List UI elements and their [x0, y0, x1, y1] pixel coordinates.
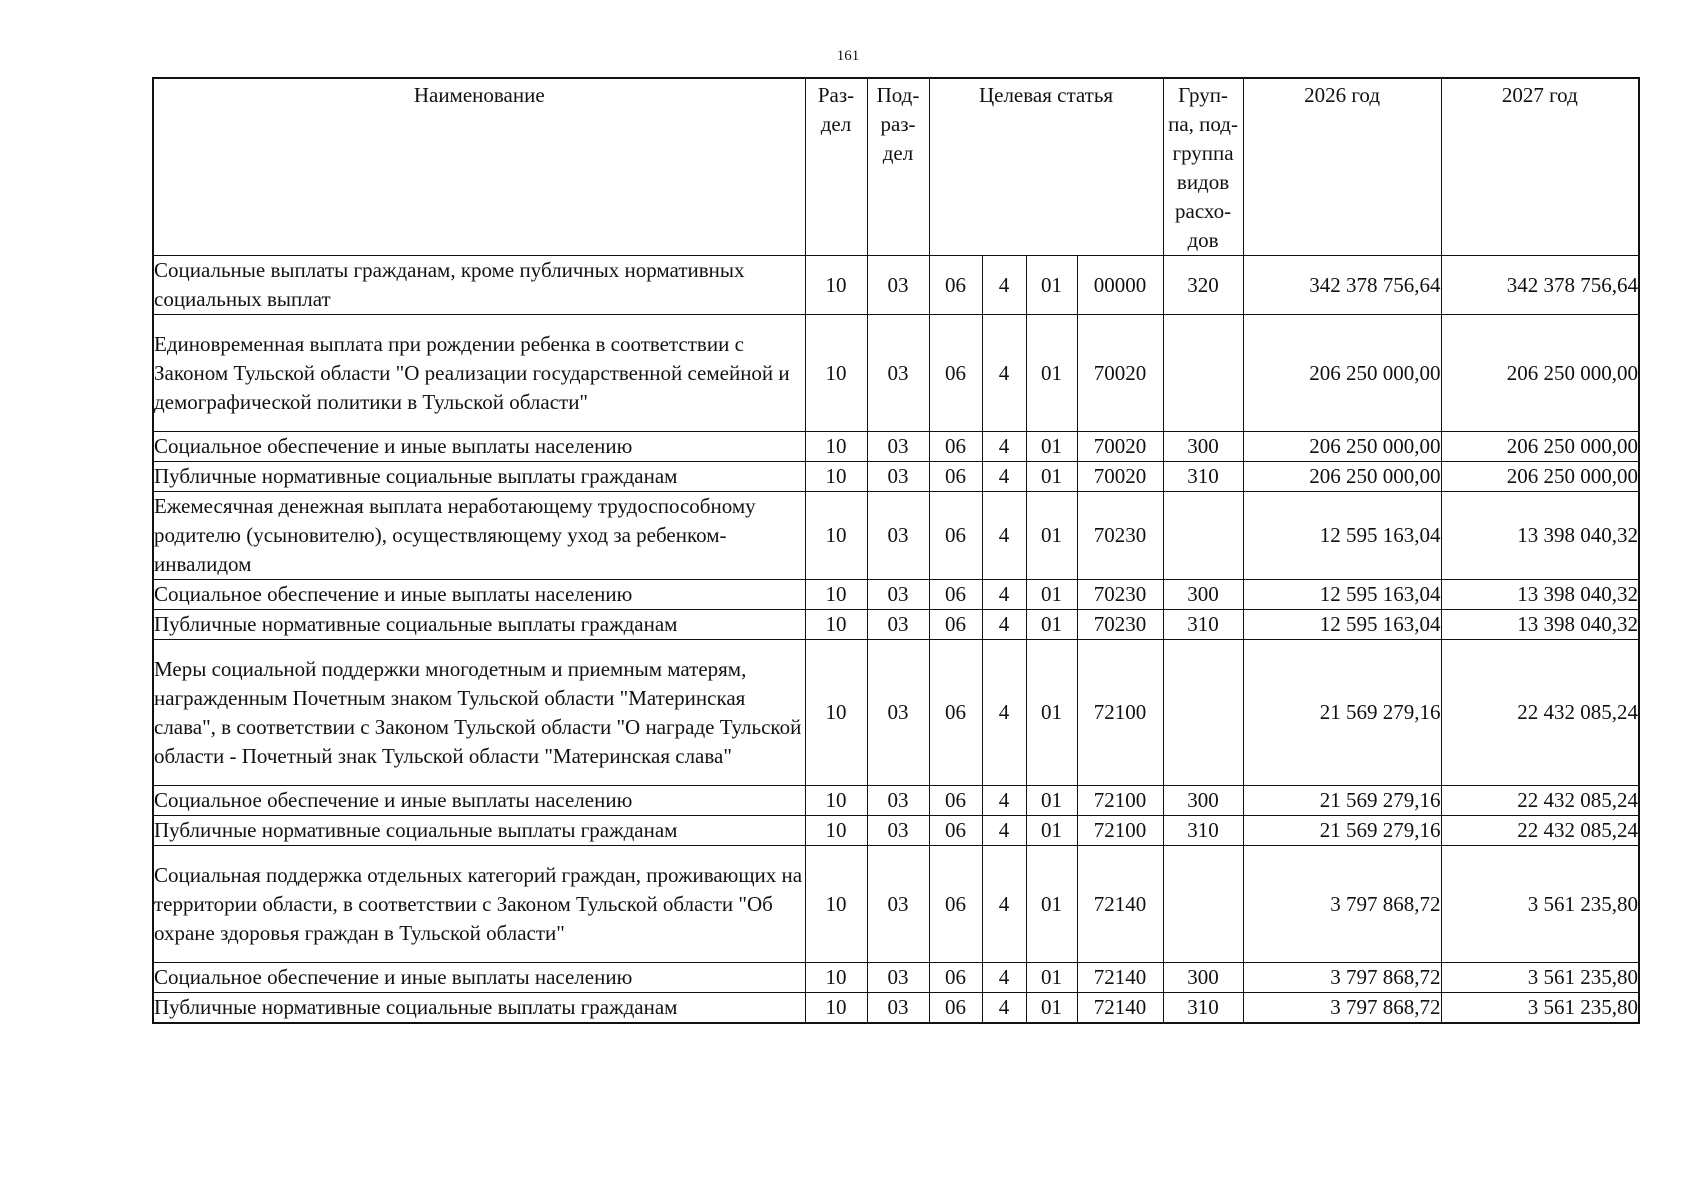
row-razdel: 10: [805, 846, 867, 963]
header-year-2027: 2027 год: [1441, 78, 1639, 256]
row-name: Социальные выплаты гражданам, кроме публичных нормативных социальных выплат: [153, 256, 805, 315]
row-podrazdel: 03: [867, 640, 929, 786]
row-amount-2027: 22 432 085,24: [1441, 816, 1639, 846]
table-row: [153, 846, 1639, 963]
row-razdel: 10: [805, 786, 867, 816]
row-expense-group: [1163, 492, 1243, 580]
row-expense-group: 300: [1163, 432, 1243, 462]
row-amount-2027: 13 398 040,32: [1441, 610, 1639, 640]
row-target-type: 4: [982, 786, 1026, 816]
row-target-direction: 00000: [1077, 256, 1163, 315]
row-expense-group: 320: [1163, 256, 1243, 315]
row-name: Публичные нормативные социальные выплаты гражданам: [153, 816, 805, 846]
row-amount-2027: 342 378 756,64: [1441, 256, 1639, 315]
row-expense-group: 310: [1163, 610, 1243, 640]
header-podrazdel: Под- раз- дел: [867, 78, 929, 256]
row-amount-2027: 22 432 085,24: [1441, 786, 1639, 816]
row-target-subprogram: 01: [1026, 315, 1077, 432]
row-target-subprogram: 01: [1026, 963, 1077, 993]
row-target-program: 06: [929, 462, 982, 492]
row-target-type: 4: [982, 462, 1026, 492]
row-target-program: 06: [929, 256, 982, 315]
row-name: Социальное обеспечение и иные выплаты населению: [153, 963, 805, 993]
row-razdel: 10: [805, 462, 867, 492]
budget-table: [152, 77, 1640, 1024]
row-name: Публичные нормативные социальные выплаты гражданам: [153, 993, 805, 1024]
row-target-type: 4: [982, 846, 1026, 963]
row-expense-group: 300: [1163, 963, 1243, 993]
row-amount-2026: 12 595 163,04: [1243, 580, 1441, 610]
row-target-direction: 72100: [1077, 816, 1163, 846]
row-target-subprogram: 01: [1026, 816, 1077, 846]
row-target-direction: 70020: [1077, 462, 1163, 492]
row-podrazdel: 03: [867, 816, 929, 846]
row-razdel: 10: [805, 580, 867, 610]
row-name: Социальное обеспечение и иные выплаты населению: [153, 432, 805, 462]
row-amount-2027: 206 250 000,00: [1441, 462, 1639, 492]
row-target-subprogram: 01: [1026, 786, 1077, 816]
table-row: [153, 462, 1639, 492]
row-razdel: 10: [805, 256, 867, 315]
header-name: Наименование: [153, 78, 805, 256]
row-razdel: 10: [805, 492, 867, 580]
table-row: [153, 963, 1639, 993]
row-target-direction: 70230: [1077, 610, 1163, 640]
row-amount-2026: 21 569 279,16: [1243, 640, 1441, 786]
row-amount-2026: 21 569 279,16: [1243, 786, 1441, 816]
row-razdel: 10: [805, 993, 867, 1024]
row-razdel: 10: [805, 963, 867, 993]
row-amount-2026: 3 797 868,72: [1243, 993, 1441, 1024]
row-amount-2027: 13 398 040,32: [1441, 580, 1639, 610]
row-target-type: 4: [982, 432, 1026, 462]
row-target-direction: 72140: [1077, 963, 1163, 993]
row-expense-group: 300: [1163, 580, 1243, 610]
row-amount-2026: 21 569 279,16: [1243, 816, 1441, 846]
table-row: [153, 580, 1639, 610]
row-target-type: 4: [982, 256, 1026, 315]
row-target-program: 06: [929, 432, 982, 462]
row-target-subprogram: 01: [1026, 640, 1077, 786]
row-expense-group: 300: [1163, 786, 1243, 816]
table-row: [153, 256, 1639, 315]
row-name: Публичные нормативные социальные выплаты гражданам: [153, 610, 805, 640]
row-podrazdel: 03: [867, 315, 929, 432]
row-target-subprogram: 01: [1026, 462, 1077, 492]
row-target-type: 4: [982, 993, 1026, 1024]
row-podrazdel: 03: [867, 580, 929, 610]
header-razdel: Раз- дел: [805, 78, 867, 256]
row-target-subprogram: 01: [1026, 846, 1077, 963]
row-name: Социальное обеспечение и иные выплаты населению: [153, 580, 805, 610]
row-target-program: 06: [929, 993, 982, 1024]
row-target-type: 4: [982, 580, 1026, 610]
row-target-type: 4: [982, 640, 1026, 786]
row-target-program: 06: [929, 610, 982, 640]
row-amount-2027: 206 250 000,00: [1441, 315, 1639, 432]
table-row: [153, 993, 1639, 1024]
row-target-type: 4: [982, 492, 1026, 580]
row-amount-2027: 206 250 000,00: [1441, 432, 1639, 462]
row-expense-group: 310: [1163, 462, 1243, 492]
row-razdel: 10: [805, 816, 867, 846]
row-podrazdel: 03: [867, 462, 929, 492]
row-amount-2026: 3 797 868,72: [1243, 963, 1441, 993]
row-podrazdel: 03: [867, 432, 929, 462]
row-amount-2026: 342 378 756,64: [1243, 256, 1441, 315]
row-target-program: 06: [929, 963, 982, 993]
row-name: Социальное обеспечение и иные выплаты населению: [153, 786, 805, 816]
row-amount-2026: 3 797 868,72: [1243, 846, 1441, 963]
row-target-direction: 72140: [1077, 993, 1163, 1024]
row-podrazdel: 03: [867, 610, 929, 640]
row-target-direction: 72140: [1077, 846, 1163, 963]
row-expense-group: 310: [1163, 993, 1243, 1024]
row-target-direction: 70020: [1077, 432, 1163, 462]
row-target-program: 06: [929, 492, 982, 580]
table-row: [153, 640, 1639, 786]
header-target-article: Целевая статья: [929, 78, 1163, 256]
row-name: Публичные нормативные социальные выплаты гражданам: [153, 462, 805, 492]
header-expense-group: Груп- па, под- группа видов расхо- дов: [1163, 78, 1243, 256]
row-amount-2026: 206 250 000,00: [1243, 432, 1441, 462]
row-target-program: 06: [929, 640, 982, 786]
row-target-direction: 72100: [1077, 640, 1163, 786]
row-podrazdel: 03: [867, 993, 929, 1024]
row-amount-2027: 3 561 235,80: [1441, 963, 1639, 993]
row-target-direction: 70230: [1077, 492, 1163, 580]
row-target-subprogram: 01: [1026, 432, 1077, 462]
table-row: [153, 610, 1639, 640]
row-razdel: 10: [805, 432, 867, 462]
row-target-subprogram: 01: [1026, 580, 1077, 610]
row-amount-2027: 13 398 040,32: [1441, 492, 1639, 580]
page-number: 161: [836, 48, 860, 64]
table-row: [153, 786, 1639, 816]
row-target-type: 4: [982, 963, 1026, 993]
row-name: Меры социальной поддержки многодетным и приемным матерям, награжденным Почетным знаком Тульской области "Материнская слава", в соответствии с Законом Тульской области "О награде Тульской области - Почетный знак Тульской области "Материнская слава": [153, 640, 805, 786]
table-row: [153, 315, 1639, 432]
row-target-type: 4: [982, 816, 1026, 846]
row-target-type: 4: [982, 610, 1026, 640]
row-razdel: 10: [805, 640, 867, 786]
row-target-subprogram: 01: [1026, 492, 1077, 580]
row-name: Социальная поддержка отдельных категорий граждан, проживающих на территории области, в соответствии с Законом Тульской области "Об охране здоровья граждан в Тульской области": [153, 846, 805, 963]
row-amount-2027: 3 561 235,80: [1441, 846, 1639, 963]
row-target-direction: 72100: [1077, 786, 1163, 816]
row-amount-2026: 206 250 000,00: [1243, 462, 1441, 492]
row-target-direction: 70020: [1077, 315, 1163, 432]
row-target-program: 06: [929, 315, 982, 432]
row-podrazdel: 03: [867, 963, 929, 993]
row-amount-2026: 206 250 000,00: [1243, 315, 1441, 432]
row-razdel: 10: [805, 315, 867, 432]
row-expense-group: [1163, 315, 1243, 432]
table-row: [153, 816, 1639, 846]
row-target-type: 4: [982, 315, 1026, 432]
row-target-program: 06: [929, 580, 982, 610]
row-target-subprogram: 01: [1026, 993, 1077, 1024]
header-row: [153, 78, 1639, 256]
table-row: [153, 492, 1639, 580]
row-amount-2027: 3 561 235,80: [1441, 993, 1639, 1024]
row-amount-2027: 22 432 085,24: [1441, 640, 1639, 786]
row-target-subprogram: 01: [1026, 256, 1077, 315]
table-row: [153, 432, 1639, 462]
row-expense-group: [1163, 846, 1243, 963]
row-podrazdel: 03: [867, 256, 929, 315]
row-target-subprogram: 01: [1026, 610, 1077, 640]
row-razdel: 10: [805, 610, 867, 640]
row-podrazdel: 03: [867, 492, 929, 580]
row-target-program: 06: [929, 816, 982, 846]
row-expense-group: [1163, 640, 1243, 786]
row-name: Единовременная выплата при рождении ребенка в соответствии с Законом Тульской области "О реализации государственной семейной и демографической политики в Тульской области": [153, 315, 805, 432]
row-target-program: 06: [929, 846, 982, 963]
row-podrazdel: 03: [867, 846, 929, 963]
row-expense-group: 310: [1163, 816, 1243, 846]
header-year-2026: 2026 год: [1243, 78, 1441, 256]
row-podrazdel: 03: [867, 786, 929, 816]
row-amount-2026: 12 595 163,04: [1243, 492, 1441, 580]
row-target-program: 06: [929, 786, 982, 816]
row-target-direction: 70230: [1077, 580, 1163, 610]
row-amount-2026: 12 595 163,04: [1243, 610, 1441, 640]
row-name: Ежемесячная денежная выплата неработающему трудоспособному родителю (усыновителю), осуществляющему уход за ребенком-инвалидом: [153, 492, 805, 580]
